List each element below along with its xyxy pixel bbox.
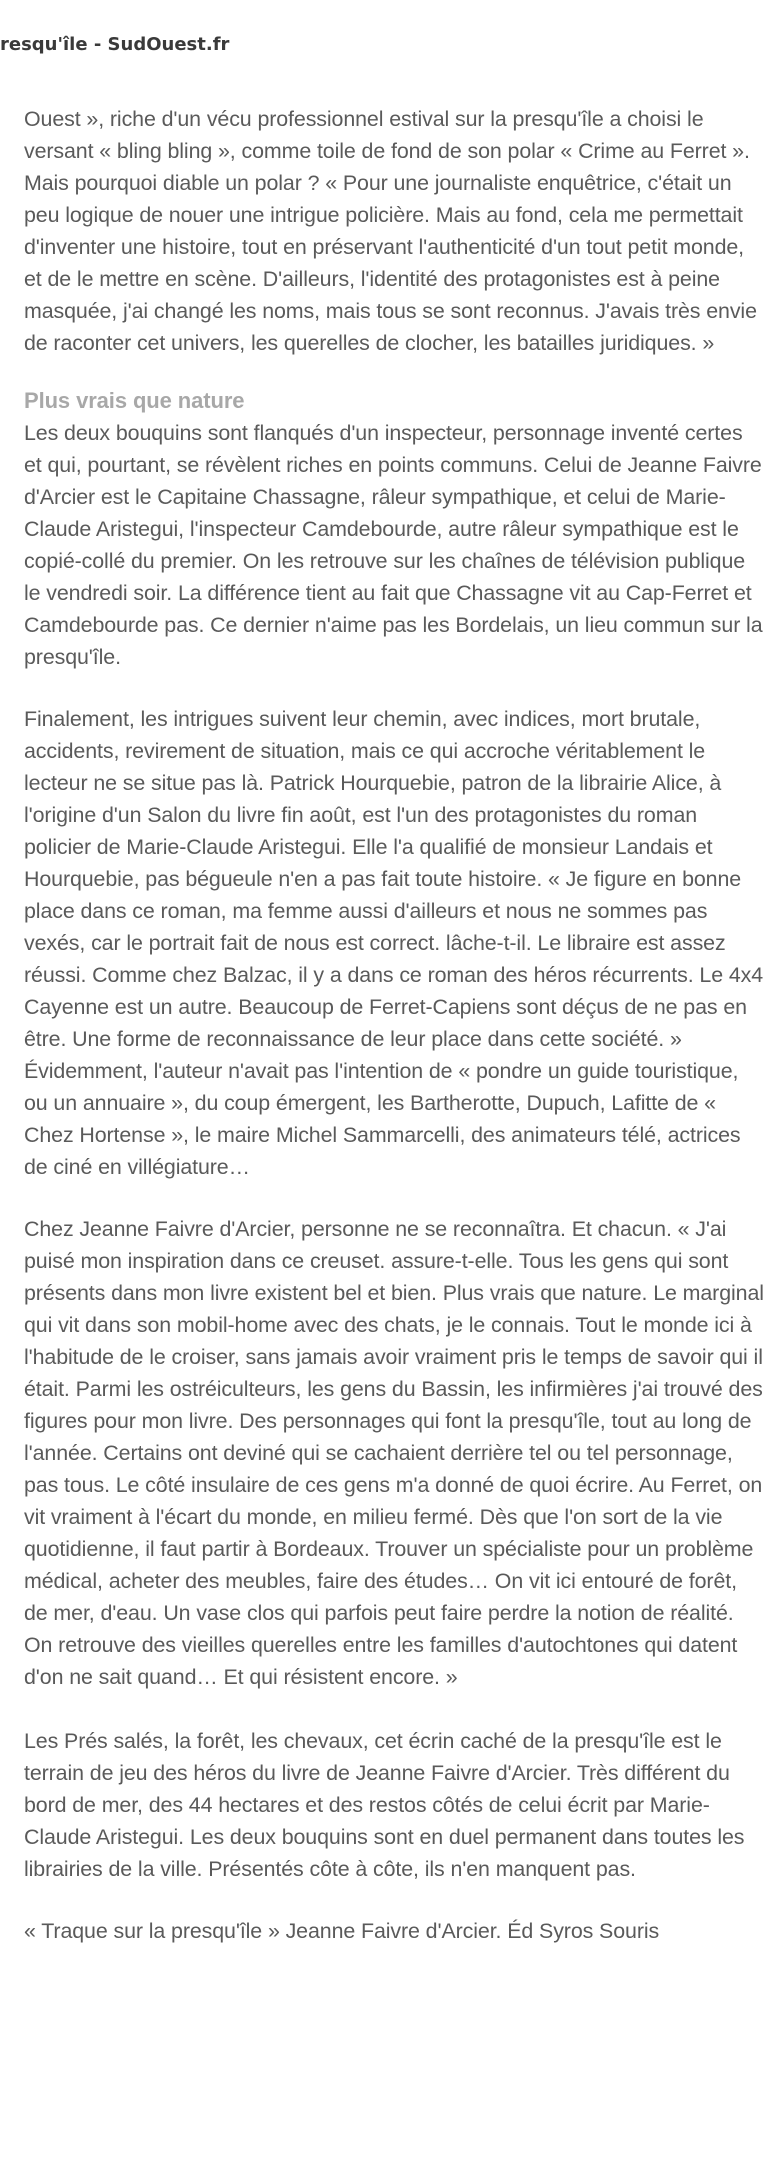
article-paragraph-2: Les deux bouquins sont flanqués d'un inspecteur, personnage inventé certes et qui, pourtant, se révèlent riches en points communs. Celui de Jeanne Faivre d'Arcier est le Capitaine Chassagne, râleur sympathique, et celui de Marie-Claude Aristegui, l'inspecteur Camdebourde, autre râleur sympathique est le copié-collé du premier. On les retrouve sur les chaînes de télévision publique le vendredi soir. La différence tient au fait que Chassagne vit au Cap-Ferret et Camdebourde pas. Ce dernier n'aime pas les Bordelais, un lieu commun sur la presqu'île. — [24, 421, 763, 669]
section-subheading: Plus vrais que nature — [24, 388, 245, 413]
book-reference: « Traque sur la presqu'île » Jeanne Faivre d'Arcier. Éd Syros Souris — [24, 1919, 660, 1943]
article-paragraph-4: Chez Jeanne Faivre d'Arcier, personne ne se reconnaîtra. Et chacun. « J'ai puisé mon inspiration dans ce creuset. assure-t-elle. Tous les gens qui sont présents dans mon livre existent bel et bien. Plus vrais que nature. Le marginal qui vit dans son mobil-home avec des chats, je le connais. Tout le monde ici à l'habitude de le croiser, sans jamais avoir vraiment pris le temps de savoir qui il était. Parmi les ostréiculteurs, les gens du Bassin, les infirmières j'ai trouvé des figures pour mon livre. Des personnages qui font la presqu'île, tout au long de l'année. Certains ont deviné qui se cachaient derrière tel ou tel personnage, pas tous. Le côté insulaire de ces gens m'a donné de quoi écrire. Au Ferret, on vit vraiment à l'écart du monde, en milieu fermé. Dès que l'on sort de la vie quotidienne, il faut partir à Bordeaux. Trouver un spécialiste pour un problème médical, acheter des meubles, faire des études… On vit ici entouré de forêt, de mer, d'eau. Un vase clos qui parfois peut faire perdre la notion de réalité. On retrouve des vieilles querelles entre les familles d'autochtones qui datent d'on ne sait quand… Et qui résistent encore. » — [24, 1217, 764, 1689]
article-paragraph-1: Ouest », riche d'un vécu professionnel estival sur la presqu'île a choisi le versant « bling bling », comme toile de fond de son polar « Crime au Ferret ». Mais pourquoi diable un polar ? « Pour une journaliste enquêtrice, c'était un peu logique de nouer une intrigue policière. Mais au fond, cela me permettait d'inventer une histoire, tout en préservant l'authenticité d'un tout petit monde, et de le mettre en scène. D'ailleurs, l'identité des protagonistes est à peine masquée, j'ai changé les noms, mais tous se sont reconnus. J'avais très envie de raconter cet univers, les querelles de clocher, les batailles juridiques. » — [24, 107, 757, 355]
article-body — [24, 103, 764, 1947]
article-paragraph-5: Les Prés salés, la forêt, les chevaux, cet écrin caché de la presqu'île est le terrain de jeu des héros du livre de Jeanne Faivre d'Arcier. Très différent du bord de mer, des 44 hectares et des restos côtés de celui écrit par Marie-Claude Aristegui. Les deux bouquins sont en duel permanent dans toutes les librairies de la ville. Présentés côte à côte, ils n'en manquent pas. — [24, 1729, 745, 1881]
page-header-title: resqu'île - SudOuest.fr — [0, 34, 230, 55]
article-paragraph-3: Finalement, les intrigues suivent leur chemin, avec indices, mort brutale, accidents, revirement de situation, mais ce qui accroche véritablement le lecteur ne se situe pas là. Patrick Hourquebie, patron de la librairie Alice, à l'origine d'un Salon du livre fin août, est l'un des protagonistes du roman policier de Marie-Claude Aristegui. Elle l'a qualifié de monsieur Landais et Hourquebie, pas bégueule n'en a pas fait toute histoire. « Je figure en bonne place dans ce roman, ma femme aussi d'ailleurs et nous ne sommes pas vexés, car le portrait fait de nous est correct. lâche-t-il. Le libraire est assez réussi. Comme chez Balzac, il y a dans ce roman des héros récurrents. Le 4x4 Cayenne est un autre. Beaucoup de Ferret-Capiens sont déçus de ne pas en être. Une forme de reconnaissance de leur place dans cette société. » Évidemment, l'auteur n'avait pas l'intention de « pondre un guide touristique, ou un annuaire », du coup émergent, les Bartherotte, Dupuch, Lafitte de « Chez Hortense », le maire Michel Sammarcelli, des animateurs télé, actrices de ciné en villégiature… — [24, 707, 764, 1179]
